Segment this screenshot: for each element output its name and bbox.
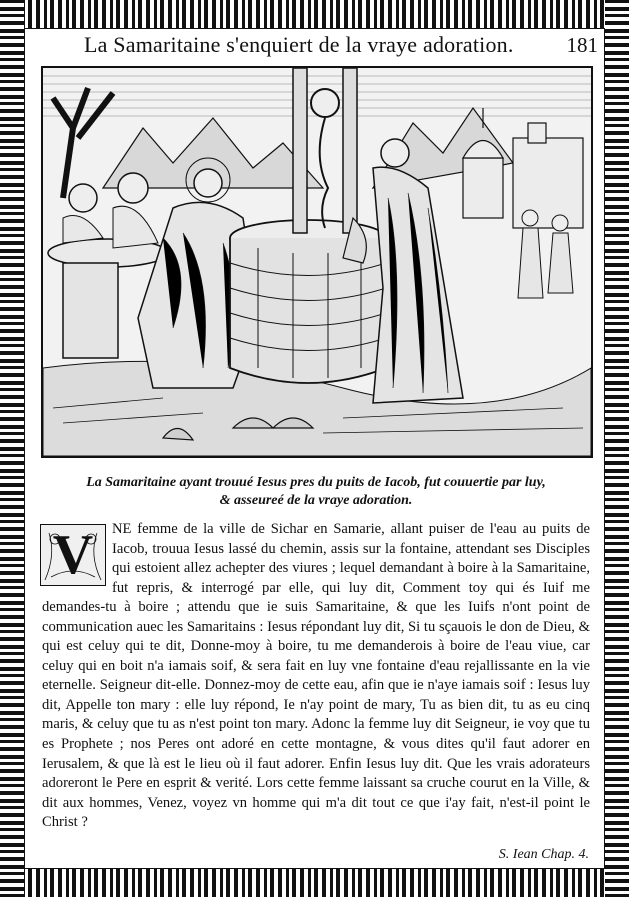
caption-line-2: & asseureé de la vraye adoration.	[219, 493, 413, 508]
illustration-caption	[40, 474, 592, 510]
body-text	[42, 520, 590, 833]
page-header	[40, 30, 600, 62]
scripture-reference: S. Iean Chap. 4.	[498, 847, 589, 862]
decorated-initial	[40, 524, 106, 586]
body-paragraph: NE femme de la ville de Sichar en Samarie, allant puiser de l'eau au puits de Iacob, trouua Iesus lassé du chemin, assis sur la fontaine, attendant ses Disciples qui estoient allez achepter des viures ; lequel demandant à boire à la Samaritaine, fut repris, & interrogé par elle, qui luy dit, Comment toy qui és Iuif me demandes-tu à boire ; attendu que ie suis Samaritaine, & que les Iuifs n'ont point de communication auec les Samaritains : Iesus répondant luy dit, Si tu sçauois le don de Dieu, & qui est celuy qui te dit, Donne-moy à boire, tu me demanderois à boire de l'eau viue, car celuy qui en boit n'a iamais soif, & sera fait en luy vne fontaine d'eau rejallissante en la vie eternelle. Seigneur dit-elle. Donnez-moy de cette eau, afin que ie n'aye iamais soif : Iesus luy dit, Appelle ton mary : elle luy répond, Ie n'ay point de mary, Tu as bien dit, tu as eu cinq maris, & celuy que tu as n'est point ton mary. Adonc la femme luy dit Seigneur, ie voy que tu es Prophete ; nos Peres ont adoré en cette montagne, & vous dites qu'il faut adorer en Ierusalem, & que là est le lieu où il faut adorer. Enfin Iesus luy dit. Que les vrais adorateurs adoreront le Pere en esprit & verité. Lors cette femme laissant sa cruche courut en la Ville, & dit aux hommes, Venez, voyez vn homme qui m'a dit tout ce que i'ay fait, n'est-il point le Christ ?	[42, 521, 590, 831]
ornamental-border-top	[0, 0, 629, 28]
ornamental-border-left	[0, 0, 24, 897]
page-number: 181	[566, 33, 598, 57]
woodcut-scene-image	[43, 68, 591, 456]
ornamental-border-right	[605, 0, 629, 897]
initial-letter: V	[52, 524, 94, 586]
page-title: La Samaritaine s'enquiert de la vraye adoration.	[84, 32, 514, 57]
caption-line-1: La Samaritaine ayant trouué Iesus pres du puits de Iacob, fut couuertie par luy,	[86, 475, 546, 490]
woodcut-illustration	[41, 66, 593, 458]
ornamental-border-bottom	[0, 869, 629, 897]
